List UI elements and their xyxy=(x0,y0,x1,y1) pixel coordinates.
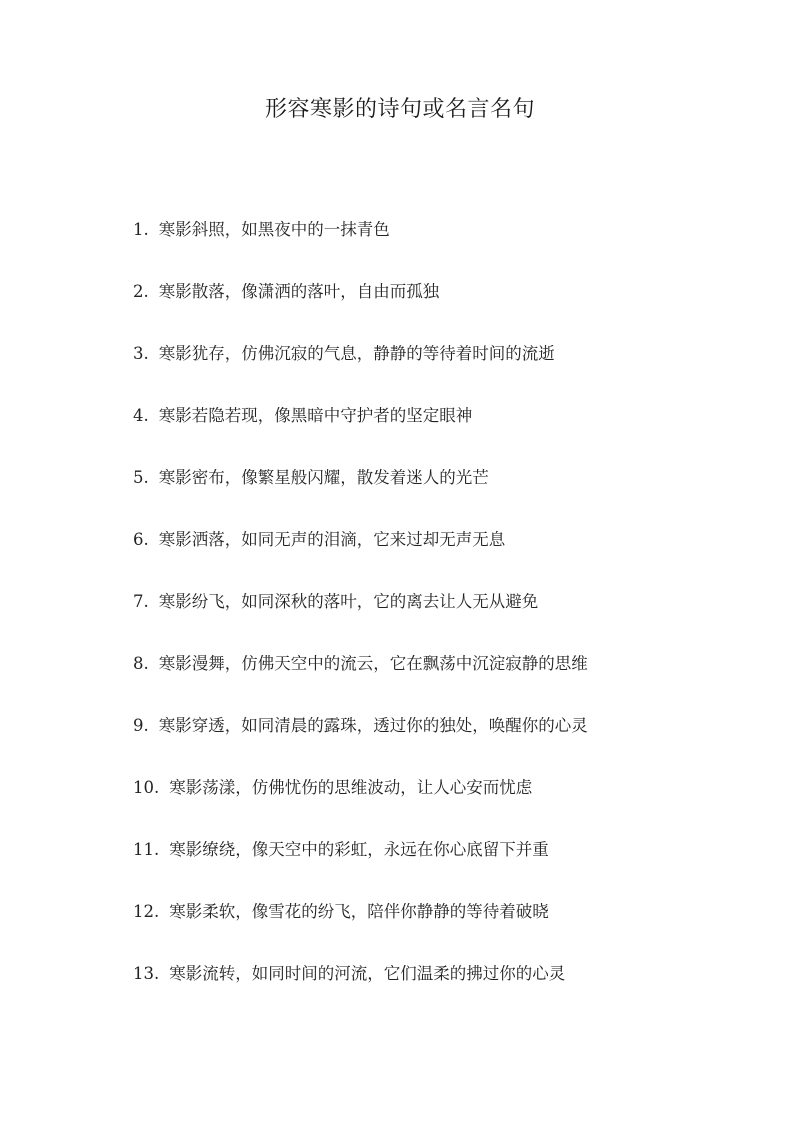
item-number: 1. xyxy=(133,220,149,239)
item-text: 寒影漫舞，仿佛天空中的流云，它在飘荡中沉淀寂静的思维 xyxy=(158,654,588,673)
item-text: 寒影犹存，仿佛沉寂的气息，静静的等待着时间的流逝 xyxy=(158,344,555,363)
list-item xyxy=(133,336,588,398)
item-number: 10. xyxy=(133,778,160,797)
item-text: 寒影洒落，如同无声的泪滴，它来过却无声无息 xyxy=(158,530,506,549)
page-title: 形容寒影的诗句或名言名句 xyxy=(264,97,535,122)
list-item xyxy=(133,956,588,1018)
item-number: 3. xyxy=(133,344,149,363)
list-item xyxy=(133,708,588,770)
item-number: 4. xyxy=(133,406,149,425)
item-number: 8. xyxy=(133,654,149,673)
item-text: 寒影若隐若现，像黑暗中守护者的坚定眼神 xyxy=(158,406,473,425)
item-text: 寒影柔软，像雪花的纷飞，陪伴你静静的等待着破晓 xyxy=(169,902,549,921)
list-item xyxy=(133,646,588,708)
item-number: 12. xyxy=(133,902,160,921)
item-number: 2. xyxy=(133,282,149,301)
item-text: 寒影缭绕，像天空中的彩虹，永远在你心底留下并重 xyxy=(169,840,549,859)
item-text: 寒影流转，如同时间的河流，它们温柔的拂过你的心灵 xyxy=(169,964,566,983)
item-number: 13. xyxy=(133,964,160,983)
item-number: 7. xyxy=(133,592,149,611)
item-text: 寒影散落，像潇洒的落叶，自由而孤独 xyxy=(158,282,440,301)
list-item xyxy=(133,770,588,832)
list-item xyxy=(133,212,588,274)
item-text: 寒影纷飞，如同深秋的落叶，它的离去让人无从避免 xyxy=(158,592,539,611)
quote-list xyxy=(133,212,588,1018)
item-text: 寒影斜照，如黑夜中的一抹青色 xyxy=(158,220,390,239)
item-text: 寒影荡漾，仿佛忧伤的思维波动，让人心安而忧虑 xyxy=(169,778,533,797)
item-number: 11. xyxy=(133,840,160,859)
list-item xyxy=(133,894,588,956)
list-item xyxy=(133,584,588,646)
item-text: 寒影密布，像繁星般闪耀，散发着迷人的光芒 xyxy=(158,468,489,487)
list-item xyxy=(133,398,588,460)
item-number: 5. xyxy=(133,468,149,487)
list-item xyxy=(133,460,588,522)
item-number: 6. xyxy=(133,530,149,549)
list-item xyxy=(133,274,588,336)
item-number: 9. xyxy=(133,716,149,735)
item-text: 寒影穿透，如同清晨的露珠，透过你的独处，唤醒你的心灵 xyxy=(158,716,588,735)
list-item xyxy=(133,832,588,894)
list-item xyxy=(133,522,588,584)
